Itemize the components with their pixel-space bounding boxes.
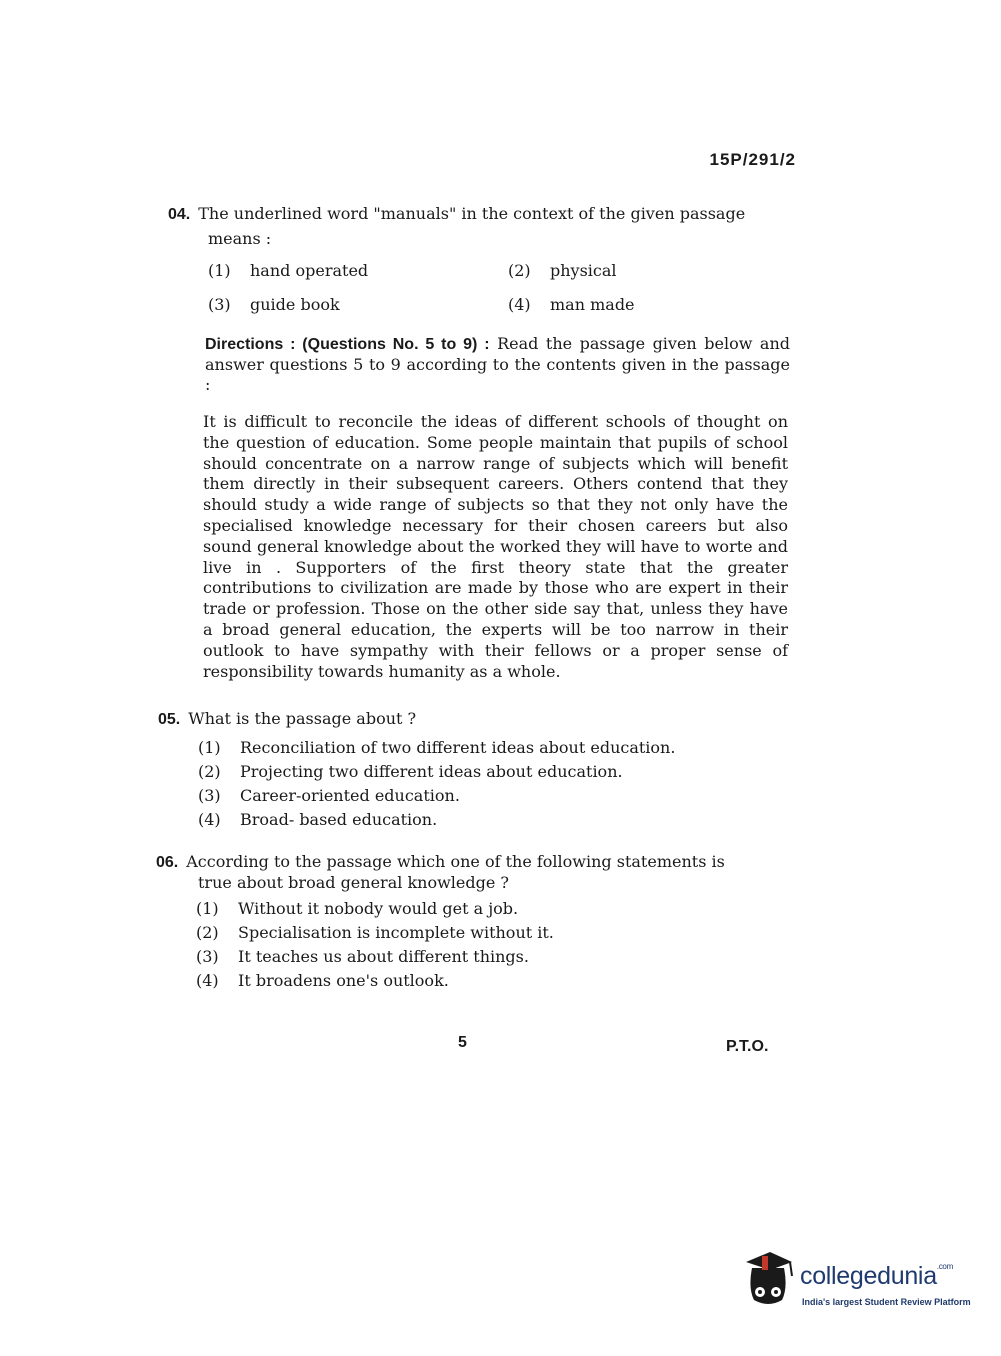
directions-label: Directions : (Questions No. 5 to 9) : xyxy=(205,336,490,353)
options-list xyxy=(208,259,793,317)
stem-line-1: According to the passage which one of the following statements is xyxy=(186,852,725,871)
question-05 xyxy=(158,707,718,832)
mascot-icon xyxy=(740,1248,796,1312)
question-stem xyxy=(156,852,781,873)
directions-text: Read the passage given below and answer questions 5 to 9 according to the contents given in the passage : xyxy=(205,334,791,394)
option-4[interactable]: (4) Broad- based education. xyxy=(198,810,438,829)
options-list xyxy=(198,736,718,832)
collegedunia-logo xyxy=(740,1248,970,1318)
stem-text: What is the passage about ? xyxy=(188,709,417,728)
option-2[interactable]: (2) physical xyxy=(508,261,617,280)
paper-code: 15P/291/2 xyxy=(709,150,796,169)
option-1[interactable]: (1) Without it nobody would get a job. xyxy=(196,899,519,918)
question-number: 05. xyxy=(158,711,181,728)
option-2[interactable]: (2) Projecting two different ideas about education. xyxy=(198,762,623,781)
option-1[interactable]: (1) Reconciliation of two different ideas about education. xyxy=(198,738,676,757)
question-number: 06. xyxy=(156,854,179,871)
option-3[interactable]: (3) Career-oriented education. xyxy=(198,786,460,805)
pto-label: P.T.O. xyxy=(726,1038,769,1055)
stem-line-1: The underlined word "manuals" in the context of the given passage xyxy=(198,204,746,223)
reading-passage: It is difficult to reconcile the ideas of different schools of thought on the question of education. Some people maintain that pupils of school should concentrate on a narrow range of subjects which will benefit them directly in their subsequent careers. Others contend that they should study a wide range of subjects so that they not only have the specialised knowledge necessary for their chosen careers but also sound general knowledge about the worked they will have to worte and live in . Supporters of the first theory state that the greater contributions to civilization are made by those who are expert in their trade or profession. Those on the other side say that, unless they have a broad general education, the experts will be too narrow in their outlook to have sympathy with their fellows or a proper sense of responsibility towards humanity as a whole. xyxy=(203,412,788,681)
page-number: 5 xyxy=(458,1034,467,1051)
option-4[interactable]: (4) It broadens one's outlook. xyxy=(196,971,449,990)
question-stem xyxy=(158,707,718,732)
option-1[interactable]: (1) hand operated xyxy=(208,261,369,280)
question-06 xyxy=(156,852,781,993)
options-list xyxy=(196,897,781,993)
question-04 xyxy=(168,202,793,317)
stem-line-2: true about broad general knowledge ? xyxy=(198,873,509,892)
stem-line-2: means : xyxy=(208,229,272,248)
question-number: 04. xyxy=(168,206,191,223)
directions xyxy=(205,334,790,395)
brand-name: collegedunia$^{.com}$ xyxy=(800,1262,953,1290)
option-4[interactable]: (4) man made xyxy=(508,295,635,314)
question-stem xyxy=(168,202,793,227)
option-3[interactable]: (3) It teaches us about different things. xyxy=(196,947,529,966)
option-2[interactable]: (2) Specialisation is incomplete without it. xyxy=(196,923,554,942)
option-3[interactable]: (3) guide book xyxy=(208,295,340,314)
brand-tagline: India's largest Student Review Platform xyxy=(802,1297,971,1307)
